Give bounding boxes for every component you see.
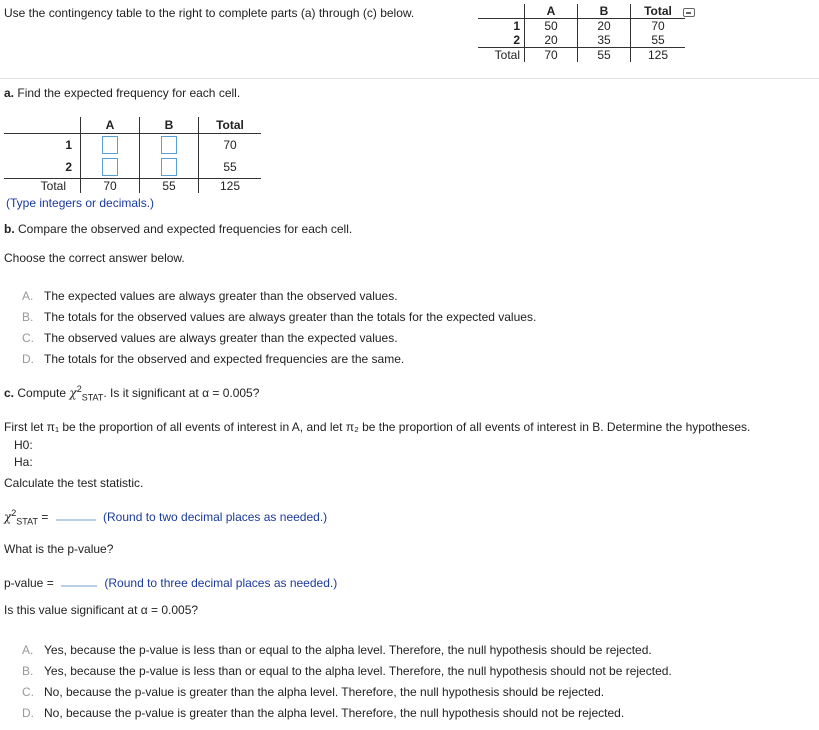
h0-label[interactable]: H0:: [14, 438, 33, 452]
significance-question: Is this value significant at α = 0.005?: [4, 603, 199, 617]
option-c[interactable]: C. No, because the p-value is greater than the alpha level. Therefore, the null hypothesis should be rejected.: [22, 685, 605, 699]
cell: 70: [525, 48, 578, 63]
row-label: 2: [478, 33, 525, 48]
table-header-blank: [478, 4, 525, 19]
cell: 20: [578, 19, 631, 34]
copy-table-icon[interactable]: [683, 8, 695, 17]
option-c[interactable]: C. The observed values are always greater than the expected values.: [22, 331, 398, 345]
table-row: [4, 156, 261, 179]
table-header-a: A: [81, 117, 140, 134]
part-c-question: c. Compute $\chi^2_{STAT}$. Is it significant at α = 0.005?: [4, 384, 260, 403]
part-a-question: a. Find the expected frequency for each cell.: [4, 86, 241, 100]
option-a[interactable]: A. Yes, because the p-value is less than or equal to the alpha level. Therefore, the null hypothesis should be rejected.: [22, 643, 652, 657]
table-header-total: Total: [631, 4, 686, 19]
cell: 70: [81, 179, 140, 194]
cell: 55: [578, 48, 631, 63]
cell: 70: [223, 138, 237, 152]
expected-2a-input[interactable]: [102, 158, 118, 176]
row-label: Total: [478, 48, 525, 63]
table-header-b: B: [140, 117, 199, 134]
row-label: 1: [478, 19, 525, 34]
table-header-a: A: [525, 4, 578, 19]
row-label: 2: [4, 156, 81, 179]
cell: 55: [651, 33, 665, 47]
pvalue-input[interactable]: [61, 574, 97, 587]
table-row: [4, 134, 261, 157]
table-header-total: Total: [199, 117, 262, 134]
pvalue-row: p-value = (Round to three decimal places as needed.): [4, 576, 338, 590]
cell: 55: [140, 179, 199, 194]
cell: 125: [631, 48, 686, 63]
expected-1b-input[interactable]: [161, 136, 177, 154]
stat-row: $\chi^2_{STAT}$ = (Round to two decimal places as needed.): [4, 508, 328, 527]
cell: 70: [651, 19, 665, 33]
ha-label[interactable]: Ha:: [14, 455, 33, 469]
calc-text: Calculate the test statistic.: [4, 476, 144, 490]
option-b[interactable]: B. The totals for the observed values are always greater than the totals for the expected values.: [22, 310, 537, 324]
table-row: [4, 179, 261, 194]
divider: [0, 78, 819, 79]
option-a[interactable]: A. The expected values are always greater than the observed values.: [22, 289, 398, 303]
intro-text: Use the contingency table to the right to complete parts (a) through (c) below.: [4, 6, 415, 20]
option-b[interactable]: B. Yes, because the p-value is less than or equal to the alpha level. Therefore, the null hypothesis should not be rejected.: [22, 664, 672, 678]
pvalue-hint: (Round to three decimal places as needed.): [104, 576, 338, 590]
part-a-hint: (Type integers or decimals.): [6, 196, 155, 210]
part-b-prompt: Choose the correct answer below.: [4, 251, 185, 265]
cell: 35: [578, 33, 631, 48]
stat-input[interactable]: [56, 508, 96, 521]
part-b-question: b. Compare the observed and expected frequencies for each cell.: [4, 222, 353, 236]
contingency-table: [478, 4, 685, 62]
hypotheses-text: First let π₁ be the proportion of all events of interest in A, and let π₂ be the proportion of all events of interest in B. Determine the hypotheses.: [4, 420, 751, 434]
cell: 125: [199, 179, 262, 194]
row-label: 1: [4, 134, 81, 157]
expected-2b-input[interactable]: [161, 158, 177, 176]
table-header-blank: [4, 117, 81, 134]
option-d[interactable]: D. The totals for the observed and expected frequencies are the same.: [22, 352, 405, 366]
table-row: [478, 48, 685, 63]
cell: 55: [223, 160, 237, 174]
cell: 20: [525, 33, 578, 48]
table-header-b: B: [578, 4, 631, 19]
row-label: Total: [4, 179, 81, 194]
table-row: [478, 19, 685, 34]
pvalue-question: What is the p-value?: [4, 542, 114, 556]
option-d[interactable]: D. No, because the p-value is greater than the alpha level. Therefore, the null hypothesis should not be rejected.: [22, 706, 625, 720]
expected-1a-input[interactable]: [102, 136, 118, 154]
table-row: [478, 33, 685, 48]
stat-hint: (Round to two decimal places as needed.): [103, 510, 328, 524]
expected-frequency-table: [4, 117, 261, 193]
cell: 50: [525, 19, 578, 34]
